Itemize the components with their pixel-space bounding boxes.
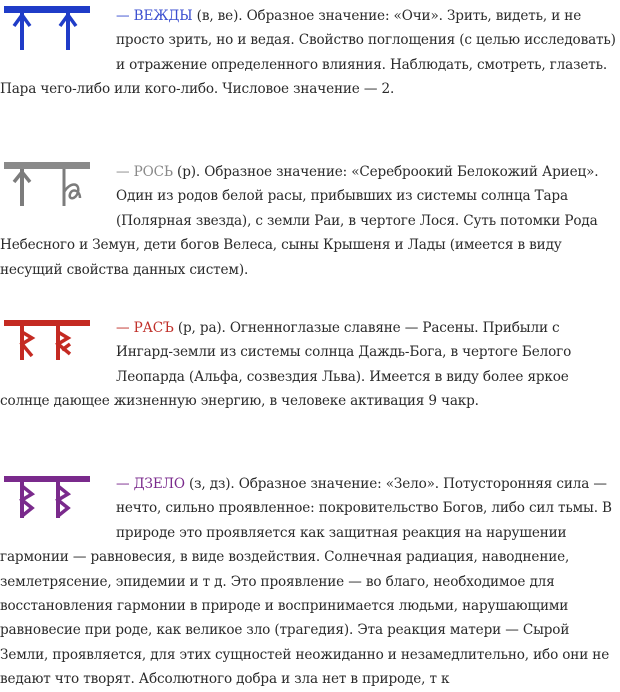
ros-rune-icon (0, 160, 100, 210)
rune-name: ВЕЖДЫ (133, 8, 193, 24)
ras-rune-icon (0, 316, 100, 366)
vezhdy-rune-icon (0, 4, 100, 54)
rune-entry-vezhdy (0, 4, 620, 102)
rune-name: РОСЬ (133, 164, 173, 180)
rune-entry-ras (0, 316, 620, 414)
entry-description: (р, ра). Огненноглазые славяне — Расены. Прибыли с Ингард-земли из системы солнца Даждь-Бога, в чертоге Белого Леопарда (Альфа, созвездия Льва). Имеется в виду более яркое солнце дающее жизненную энергию, в человеке активация 9 чакр. (0, 320, 572, 410)
entry-dash: — (116, 8, 134, 24)
entry-description: (р). Образное значение: «Сереброокий Белокожий Ариец». Один из родов белой расы, прибывших из системы солнца Тара (Полярная звезда), с земли Раи, в чертоге Лося. Суть потомки Рода Небесного и Земун, дети богов Велеса, сыны Крышеня и Лады (имеется в виду несущий свойства данных систем). (0, 164, 599, 278)
entry-description: (в, ве). Образное значение: «Очи». Зрить, видеть, и не просто зрить, но и ведая. Свойство поглощения (с целью исследовать) и отражение определенного влияния. Наблюдать, смотреть, глазеть. Пара чего-либо или кого-либо. Числовое значение — 2. (0, 8, 616, 98)
rune-entry-ros (0, 160, 620, 282)
rune-entry-dzelo (0, 472, 620, 692)
rune-name: РАСЪ (133, 320, 174, 336)
entry-description: (з, дз). Образное значение: «Зело». Потусторонняя сила — нечто, сильно проявленное: покровительство Богов, либо сил тьмы. В природе это проявляется как защитная реакция на нарушении гармонии — равновесия, в виде воздействия. Солнечная радиация, наводнение, землетрясение, эпидемии и т д. Это проявление — во благо, необходимое для восстановления гармонии в природе и воспринимается людьми, нарушающими равновесие при роде, как великое зло (трагедия). Эта реакция матери — Сырой Земли, проявляется, для этих сущностей неожиданно и незамедлительно, ибо они не ведают что творят. Абсолютного добра и зла нет в природе, т к (0, 476, 612, 688)
entry-dash: — (116, 320, 134, 336)
dzelo-rune-icon (0, 472, 100, 522)
entry-dash: — (116, 476, 134, 492)
entry-dash: — (116, 164, 134, 180)
rune-name: ДЗЕЛО (133, 476, 185, 492)
